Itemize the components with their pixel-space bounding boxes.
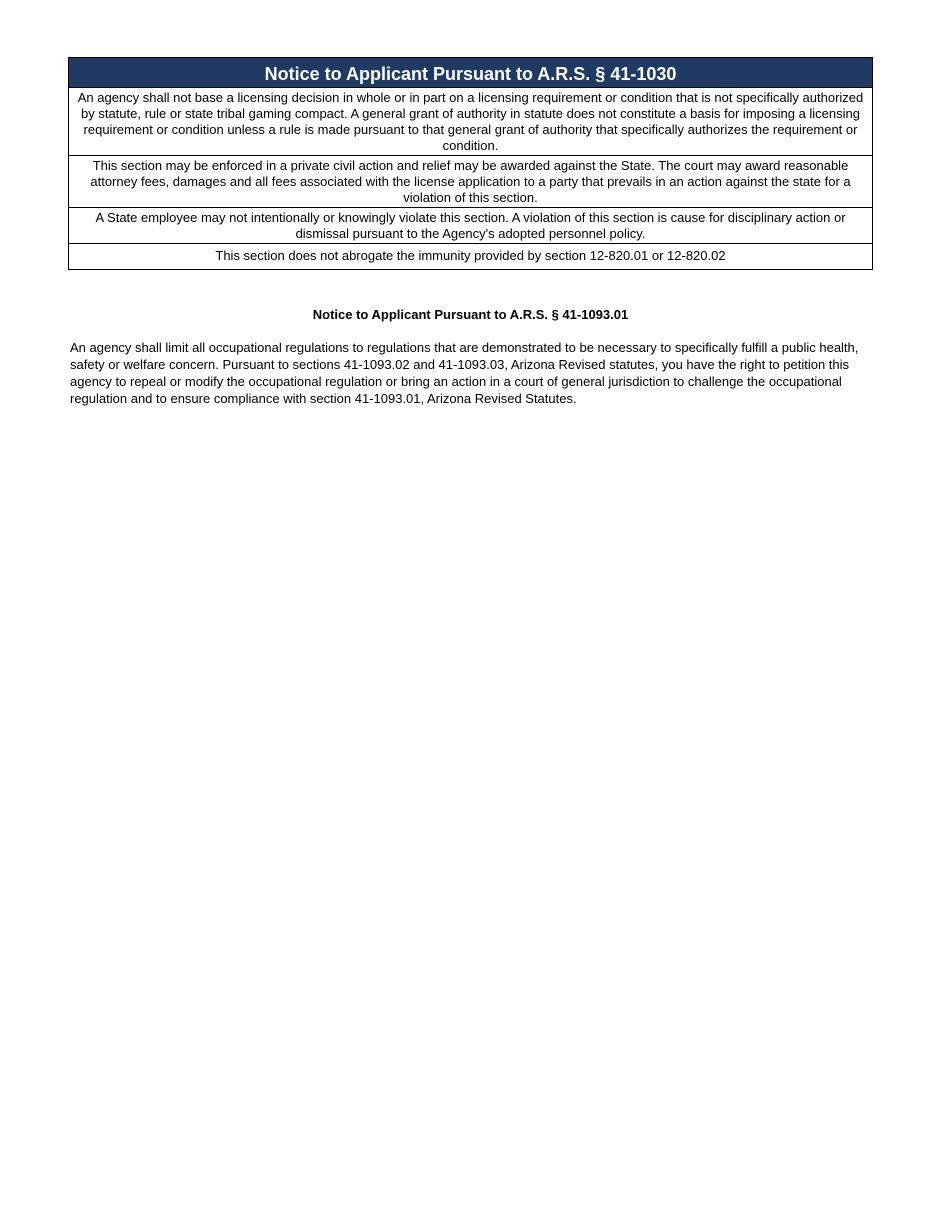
notice-1030-row-immunity: This section does not abrogate the immunity provided by section 12-820.01 or 12-820.02 <box>215 248 726 263</box>
notice-1030-row-licensing: An agency shall not base a licensing decision in whole or in part on a licensing requirement or condition that is not specifically authorized by statute, rule or state tribal gaming compact. A general grant of authority in statute does not constitute a basis for imposing a licensing requirement or condition unless a rule is made pursuant to that general grant of authority that specifically authorizes the requirement or condition. <box>69 88 872 156</box>
notice-1093-body: An agency shall limit all occupational regulations to regulations that are demonstrated to be necessary to specifically fulfill a public health, safety or welfare concern. Pursuant to sections 41-1093.02 and 41-1093.03, Arizona Revised statutes, you have the right to petition this agency to repeal or modify the occupational regulation or bring an action in a court of general jurisdiction to challenge the occupational regulation and to ensure compliance with section 41-1093.01, Arizona Revised Statutes. <box>70 340 859 406</box>
notice-1030-row-employee: A State employee may not intentionally or knowingly violate this section. A violation of this section is cause for disciplinary action or dismissal pursuant to the Agency's adopted personnel policy. <box>69 208 872 244</box>
notice-1030-table <box>68 57 873 270</box>
notice-1030-title: Notice to Applicant Pursuant to A.R.S. § 41-1030 <box>69 58 872 88</box>
notice-1093-title: Notice to Applicant Pursuant to A.R.S. § 41-1093.01 <box>312 307 629 322</box>
notice-1030-row-civil-action: This section may be enforced in a private civil action and relief may be awarded against the State. The court may award reasonable attorney fees, damages and all fees associated with the license application to a party that prevails in an action against the state for a violation of this section. <box>69 156 872 208</box>
